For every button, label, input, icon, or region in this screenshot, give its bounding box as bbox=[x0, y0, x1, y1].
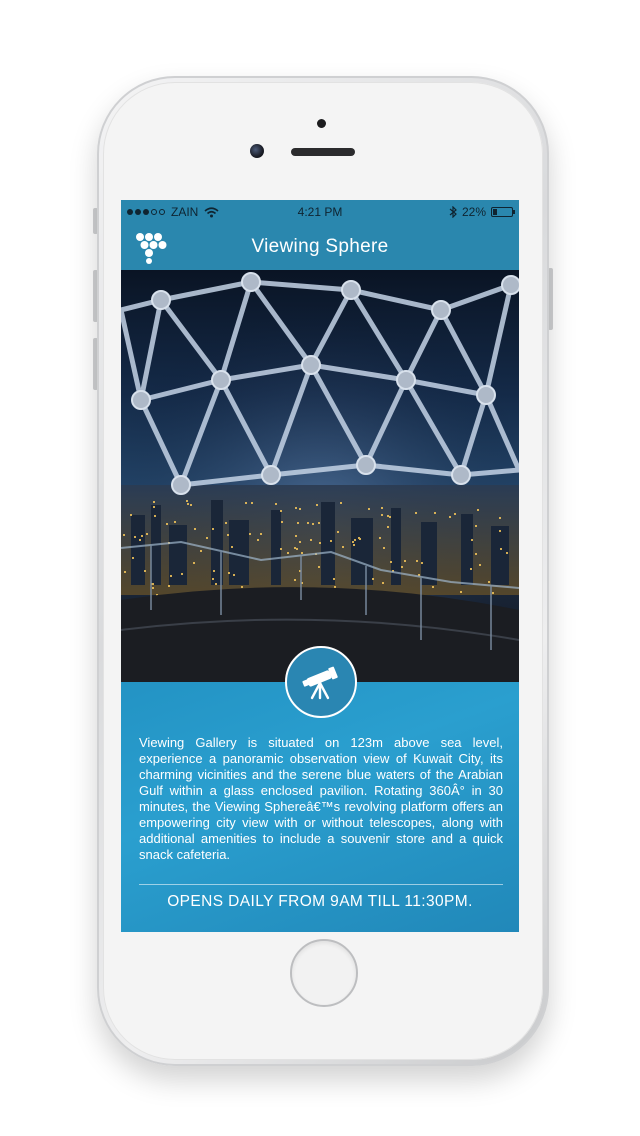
city-light bbox=[479, 564, 481, 566]
city-light bbox=[249, 533, 251, 535]
city-light bbox=[475, 525, 477, 527]
city-light bbox=[390, 561, 392, 563]
signal-dots-icon bbox=[127, 209, 165, 215]
city-light bbox=[139, 539, 141, 541]
dome-node bbox=[132, 391, 150, 409]
city-light bbox=[382, 582, 384, 584]
city-light bbox=[241, 586, 243, 588]
status-right bbox=[449, 205, 513, 219]
city-light bbox=[381, 514, 383, 516]
city-light bbox=[330, 540, 332, 542]
city-light bbox=[342, 546, 344, 548]
city-light bbox=[152, 587, 154, 589]
city-light bbox=[132, 557, 134, 559]
city-light bbox=[471, 539, 473, 541]
divider bbox=[139, 884, 503, 885]
city-light bbox=[475, 553, 477, 555]
city-light bbox=[318, 566, 320, 568]
city-light bbox=[245, 502, 247, 504]
city-light bbox=[281, 521, 283, 523]
description-text: Viewing Gallery is situated on 123m above sea level, experience a panoramic observation view of Kuwait City, its charming vicinities and the serene blue waters of the Arabian Gulf within a glass enclosed pavilion. Rotating 360Â° in 30 minutes, the Viewing Sphereâ€™s revolving platform offers an empowering city view with or without telescopes, along with additional amenities to include a souvenir store and a quick snack cafeteria. bbox=[139, 735, 503, 862]
signal-dot bbox=[127, 209, 133, 215]
city-light bbox=[228, 572, 230, 574]
city-light bbox=[225, 522, 227, 524]
dome-node bbox=[212, 371, 230, 389]
city-light bbox=[194, 528, 196, 530]
city-light bbox=[233, 574, 235, 576]
city-light bbox=[379, 537, 381, 539]
battery-icon bbox=[491, 207, 513, 217]
telescope-badge bbox=[285, 646, 357, 718]
signal-dot bbox=[151, 209, 157, 215]
city-light bbox=[294, 547, 296, 549]
city-light bbox=[387, 515, 389, 517]
city-light bbox=[358, 537, 360, 539]
city-light bbox=[449, 516, 451, 518]
city-light bbox=[275, 503, 277, 505]
nav-bar bbox=[121, 224, 519, 270]
dome-node bbox=[432, 301, 450, 319]
glass-dome-illustration bbox=[121, 270, 519, 682]
dome-node bbox=[502, 276, 519, 294]
signal-dot bbox=[143, 209, 149, 215]
dome-node bbox=[397, 371, 415, 389]
city-light bbox=[215, 583, 217, 585]
city-light bbox=[297, 522, 299, 524]
city-light bbox=[280, 510, 282, 512]
city-light bbox=[372, 578, 374, 580]
dome-node bbox=[342, 281, 360, 299]
proximity-sensor bbox=[317, 119, 326, 128]
city-light bbox=[166, 523, 168, 525]
city-light bbox=[227, 534, 229, 536]
front-camera-icon bbox=[250, 144, 264, 158]
city-light bbox=[381, 507, 383, 509]
city-light bbox=[187, 503, 189, 505]
city-light bbox=[295, 507, 297, 509]
city-light bbox=[506, 552, 508, 554]
city-light bbox=[200, 550, 202, 552]
city-light bbox=[146, 533, 148, 535]
dome-node bbox=[152, 291, 170, 309]
city-light bbox=[193, 562, 195, 564]
city-light bbox=[432, 586, 434, 588]
city-light bbox=[174, 521, 176, 523]
city-light bbox=[389, 516, 391, 518]
city-light bbox=[212, 528, 214, 530]
city-light bbox=[318, 522, 320, 524]
dome-node bbox=[477, 386, 495, 404]
city-light bbox=[353, 544, 355, 546]
city-light bbox=[499, 517, 501, 519]
city-light bbox=[144, 570, 146, 572]
city-light bbox=[130, 514, 132, 516]
city-light bbox=[352, 541, 354, 543]
city-light bbox=[134, 536, 136, 538]
dome-node bbox=[452, 466, 470, 484]
city-light bbox=[415, 512, 417, 514]
city-light bbox=[212, 578, 214, 580]
city-light bbox=[499, 530, 501, 532]
city-light bbox=[153, 501, 155, 503]
city-light bbox=[312, 523, 314, 525]
dome-node bbox=[172, 476, 190, 494]
city-light bbox=[287, 552, 289, 554]
app-logo-icon[interactable] bbox=[135, 232, 169, 264]
city-light bbox=[260, 533, 262, 535]
city-light bbox=[296, 548, 298, 550]
dome-node bbox=[302, 356, 320, 374]
city-light bbox=[295, 535, 297, 537]
carrier-label: ZAIN bbox=[171, 205, 199, 219]
dome-node bbox=[262, 466, 280, 484]
page-title: Viewing Sphere bbox=[251, 236, 389, 257]
city-light bbox=[470, 568, 472, 570]
city-light bbox=[153, 506, 155, 508]
status-time: 4:21 PM bbox=[297, 205, 343, 219]
opening-hours: OPENS DAILY FROM 9AM TILL 11:30PM. bbox=[167, 893, 473, 910]
app-screen bbox=[121, 200, 519, 932]
city-light bbox=[257, 539, 259, 541]
battery-fill bbox=[493, 209, 497, 215]
city-light bbox=[333, 578, 335, 580]
city-light bbox=[213, 570, 215, 572]
city-light bbox=[251, 502, 253, 504]
city-light bbox=[280, 548, 282, 550]
city-light bbox=[319, 542, 321, 544]
earpiece-speaker bbox=[291, 148, 355, 156]
city-light bbox=[299, 508, 301, 510]
city-light bbox=[181, 573, 183, 575]
city-light bbox=[337, 531, 339, 533]
city-light bbox=[340, 502, 342, 504]
city-light bbox=[307, 522, 309, 524]
city-light bbox=[124, 571, 126, 573]
status-bar bbox=[121, 200, 519, 224]
city-light bbox=[383, 547, 385, 549]
city-light bbox=[368, 508, 370, 510]
dome-node bbox=[357, 456, 375, 474]
city-light bbox=[454, 513, 456, 515]
city-light bbox=[404, 560, 406, 562]
city-light bbox=[190, 504, 192, 506]
city-light bbox=[477, 509, 479, 511]
dome-node bbox=[242, 273, 260, 291]
city-light bbox=[299, 541, 301, 543]
city-light bbox=[186, 500, 188, 502]
city-light bbox=[301, 552, 303, 554]
city-light bbox=[488, 581, 490, 583]
city-light bbox=[416, 560, 418, 562]
city-light bbox=[334, 586, 336, 588]
battery-percent: 22% bbox=[461, 205, 486, 219]
city-light bbox=[170, 575, 172, 577]
city-light bbox=[310, 539, 312, 541]
city-light bbox=[500, 548, 502, 550]
bluetooth-icon bbox=[449, 206, 457, 218]
city-light bbox=[460, 591, 462, 593]
signal-dot bbox=[135, 209, 141, 215]
home-button[interactable] bbox=[290, 939, 358, 1007]
city-light bbox=[123, 534, 125, 536]
city-light bbox=[231, 546, 233, 548]
city-light bbox=[154, 515, 156, 517]
city-light bbox=[354, 539, 356, 541]
city-light bbox=[294, 579, 296, 581]
city-light bbox=[387, 526, 389, 528]
city-light bbox=[401, 566, 403, 568]
city-light bbox=[421, 562, 423, 564]
wifi-icon bbox=[204, 207, 219, 218]
city-light bbox=[141, 535, 143, 537]
city-light bbox=[434, 512, 436, 514]
telescope-icon bbox=[301, 662, 341, 702]
city-light bbox=[206, 537, 208, 539]
status-left bbox=[127, 205, 449, 219]
signal-dot bbox=[159, 209, 165, 215]
city-light bbox=[316, 504, 318, 506]
hero-image bbox=[121, 270, 519, 682]
city-light bbox=[168, 585, 170, 587]
city-light bbox=[492, 592, 494, 594]
